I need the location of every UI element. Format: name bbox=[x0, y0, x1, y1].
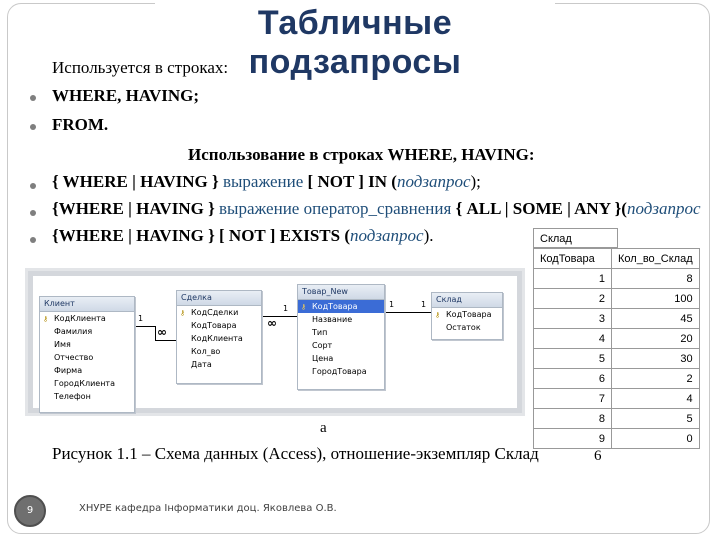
schema-field: КодКлиента bbox=[191, 334, 243, 343]
schema-field: Остаток bbox=[446, 323, 481, 332]
table-cell: 4 bbox=[612, 389, 700, 409]
title-area bbox=[155, 2, 555, 81]
relation-one-label: 1 bbox=[138, 314, 144, 323]
syntax-subquery: подзапрос bbox=[350, 226, 424, 245]
column-header: КодТовара bbox=[534, 249, 612, 269]
table-row bbox=[534, 309, 700, 329]
bullet-icon bbox=[30, 237, 36, 243]
table-cell: 0 bbox=[612, 429, 700, 449]
bullet-icon bbox=[30, 95, 36, 101]
stray-digit: 6 bbox=[594, 448, 602, 464]
footer-text: ХНУРЕ кафедра Інформатики доц. Яковлева О.В. bbox=[79, 503, 337, 514]
syntax-end: ); bbox=[470, 172, 481, 191]
diagram-canvas bbox=[33, 276, 517, 408]
schema-field: ⚷ КодКлиента bbox=[40, 312, 134, 325]
table-row bbox=[534, 269, 700, 289]
table-cell: 2 bbox=[612, 369, 700, 389]
table-cell: 5 bbox=[612, 409, 700, 429]
schema-field: ГородКлиента bbox=[54, 379, 115, 388]
key-icon: ⚷ bbox=[301, 303, 307, 311]
table-cell: 8 bbox=[534, 409, 612, 429]
page-number-badge: 9 bbox=[14, 495, 46, 527]
figure-label: а bbox=[320, 420, 327, 436]
relation-one-label: 1 bbox=[421, 300, 427, 309]
relation-one-label: 1 bbox=[283, 304, 289, 313]
syntax-subquery: подзапрос bbox=[396, 172, 471, 191]
syntax-line-3 bbox=[52, 226, 434, 246]
relation-line bbox=[155, 340, 177, 341]
schema-table-title: Товар_New bbox=[298, 285, 384, 300]
syntax-keywords: { ALL | SOME | ANY }( bbox=[455, 199, 627, 218]
schema-field: ⚷ КодТовара bbox=[432, 308, 502, 321]
warehouse-table bbox=[533, 248, 700, 449]
table-cell: 8 bbox=[612, 269, 700, 289]
table-cell: 4 bbox=[534, 329, 612, 349]
bullet-icon bbox=[30, 183, 36, 189]
schema-table-product[interactable] bbox=[297, 284, 385, 390]
figure-caption: Рисунок 1.1 – Схема данных (Access), отношение-экземпляр Склад bbox=[52, 444, 539, 463]
table-cell: 1 bbox=[534, 269, 612, 289]
schema-field: Фирма bbox=[54, 366, 83, 375]
table-cell: 45 bbox=[612, 309, 700, 329]
relation-many-label: ∞ bbox=[157, 325, 167, 339]
table-row bbox=[534, 369, 700, 389]
schema-table-warehouse[interactable] bbox=[431, 292, 503, 340]
schema-table-title: Склад bbox=[432, 293, 502, 308]
syntax-keywords: {WHERE | HAVING } [ NOT ] EXISTS ( bbox=[52, 226, 351, 245]
syntax-subquery: подзапрос bbox=[626, 199, 701, 218]
bullet-icon bbox=[30, 210, 36, 216]
subheading: Использование в строках WHERE, HAVING: bbox=[188, 145, 535, 164]
usage-item: FROM. bbox=[52, 115, 109, 134]
schema-table-title: Клиент bbox=[40, 297, 134, 312]
table-row bbox=[534, 409, 700, 429]
table-cell: 6 bbox=[534, 369, 612, 389]
schema-field: Дата bbox=[191, 360, 212, 369]
relation-line bbox=[155, 326, 156, 340]
table-row bbox=[534, 289, 700, 309]
usage-item: WHERE, HAVING; bbox=[52, 86, 200, 105]
key-icon: ⚷ bbox=[43, 315, 49, 323]
schema-table-deal[interactable] bbox=[176, 290, 262, 384]
table-cell: 5 bbox=[534, 349, 612, 369]
relation-one-label: 1 bbox=[389, 300, 395, 309]
schema-field: Тип bbox=[312, 328, 328, 337]
schema-field: ⚷ КодСделки bbox=[177, 306, 261, 319]
schema-field: Сорт bbox=[312, 341, 333, 350]
warehouse-table-title: Склад bbox=[533, 228, 618, 248]
table-row bbox=[534, 429, 700, 449]
table-cell: 7 bbox=[534, 389, 612, 409]
page-title: Табличные подзапросы bbox=[248, 4, 462, 81]
schema-field: Отчество bbox=[54, 353, 94, 362]
schema-table-client[interactable] bbox=[39, 296, 135, 413]
key-icon: ⚷ bbox=[180, 309, 186, 317]
table-row bbox=[534, 389, 700, 409]
table-cell: 9 bbox=[534, 429, 612, 449]
table-cell: 30 bbox=[612, 349, 700, 369]
table-row bbox=[534, 349, 700, 369]
syntax-expression: выражение оператор_сравнения bbox=[214, 199, 456, 218]
schema-field: Имя bbox=[54, 340, 71, 349]
table-row bbox=[534, 329, 700, 349]
syntax-end: ). bbox=[423, 226, 434, 245]
table-cell: 20 bbox=[612, 329, 700, 349]
relation-line bbox=[133, 326, 155, 327]
access-schema-diagram bbox=[25, 268, 525, 416]
schema-field: ГородТовара bbox=[312, 367, 367, 376]
table-cell: 3 bbox=[534, 309, 612, 329]
schema-field: Название bbox=[312, 315, 353, 324]
column-header: Кол_во_Склад bbox=[612, 249, 700, 269]
schema-field: КодТовара bbox=[191, 321, 237, 330]
schema-table-title: Сделка bbox=[177, 291, 261, 306]
schema-field-selected[interactable]: ⚷ КодТовара bbox=[298, 300, 384, 313]
table-header-row bbox=[534, 249, 700, 269]
bullet-icon bbox=[30, 124, 36, 130]
intro-text: Используется в строках: bbox=[52, 58, 229, 77]
syntax-line-2 bbox=[52, 199, 701, 219]
schema-field: Телефон bbox=[54, 392, 91, 401]
syntax-keywords: {WHERE | HAVING } bbox=[52, 199, 215, 218]
syntax-keywords: { WHERE | HAVING } bbox=[52, 172, 219, 191]
relation-many-label: ∞ bbox=[267, 316, 277, 330]
key-icon: ⚷ bbox=[435, 311, 441, 319]
schema-field: Фамилия bbox=[54, 327, 93, 336]
table-cell: 2 bbox=[534, 289, 612, 309]
schema-field: Цена bbox=[312, 354, 334, 363]
table-cell: 100 bbox=[612, 289, 700, 309]
syntax-expression: выражение bbox=[218, 172, 308, 191]
schema-field: Кол_во bbox=[191, 347, 221, 356]
syntax-keywords: [ NOT ] IN ( bbox=[307, 172, 397, 191]
syntax-line-1 bbox=[52, 172, 481, 192]
relation-line bbox=[383, 312, 431, 313]
